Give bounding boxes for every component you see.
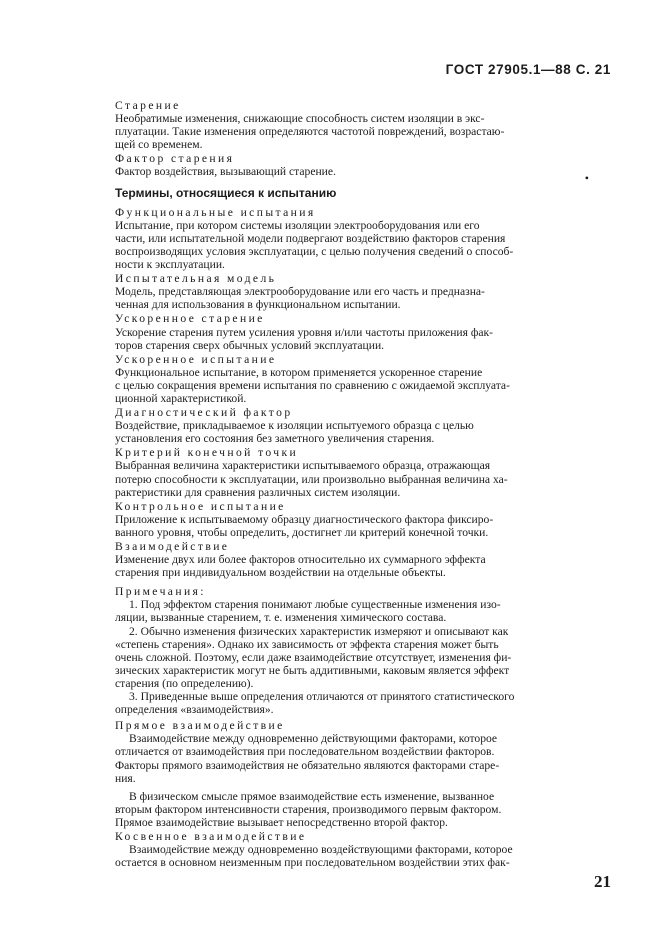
term-definition: Воздействие, прикладываемое к изоляции испытуемого образца с целью установления его состояния без заметного увеличения старения.	[115, 419, 474, 446]
term-title: Функциональные испытания	[115, 205, 316, 219]
entry-accelerated-aging	[115, 312, 612, 351]
note-item: 3. Приведенные выше определения отличаются от принятого статистического определения «взаимодействия».	[115, 690, 515, 717]
term-title: Взаимодействие	[115, 540, 230, 553]
term-title: Фактор старения	[115, 152, 235, 166]
term-definition: Взаимодействие между одновременно воздействующими факторами, которое остается в основном неизменным при последовательном воздействии этих фак-	[115, 843, 513, 870]
entry-direct-interaction	[115, 719, 612, 829]
term-definition: Фактор воздействия, вызывающий старение.	[115, 165, 336, 179]
entry-interaction	[115, 540, 612, 579]
term-title: Ускоренное старение	[115, 312, 265, 326]
page-content	[115, 98, 612, 869]
term-definition: Взаимодействие между одновременно действующими факторами, которое отличается от взаимодействия при последовательном воздействии факторов. Факторы прямого взаимодействия не обязательно являются факторами старе- ния.	[115, 732, 500, 785]
term-title: Контрольное испытание	[115, 499, 286, 513]
term-definition: Ускорение старения путем усиления уровня и/или частоты приложения фак- торов старения сверх обычных условий эксплуатации.	[115, 325, 493, 352]
notes-list	[115, 598, 612, 716]
entry-endpoint-criterion	[115, 446, 612, 498]
entry-accelerated-test	[115, 353, 612, 405]
entry-aging-factor	[115, 152, 612, 178]
entry-aging	[115, 99, 612, 151]
entry-diagnostic-factor	[115, 406, 612, 445]
notes-title: Примечания:	[115, 585, 206, 599]
term-definition: Модель, представляющая электрооборудование или его часть и предназна- ченная для использования в функциональном испытании.	[115, 285, 485, 312]
note-item: 1. Под эффектом старения понимают любые существенные изменения изо- ляции, вызванные старением, т. е. изменения химического состава.	[115, 598, 501, 625]
margin-mark: •	[584, 171, 589, 185]
term-definition: В физическом смысле прямое взаимодействие есть изменение, вызванное вторым фактором интенсивности старения, производимого первым фактором. Прямое взаимодействие вызывает непосредственно второй фактор.	[115, 789, 502, 829]
term-title: Диагностический фактор	[115, 406, 293, 420]
term-definition: Выбранная величина характеристики испытываемого образца, отражающая потерю способности к эксплуатации, или произвольно выбранная величина ха- рактеристики для сравнения различных систем изоляции.	[115, 459, 508, 499]
term-definition: Испытание, при котором системы изоляции электрооборудования или его части, или испытательной модели подвергают воздействию факторов старения воспроизводящих условия эксплуатации, с целью получения сведений о способ- ности к эксплуатации.	[115, 218, 514, 272]
term-title: Прямое взаимодействие	[115, 719, 285, 733]
term-title: Испытательная модель	[115, 272, 277, 286]
term-definition: Приложение к испытываемому образцу диагностического фактора фиксиро- ванного уровня, чтобы определить, достигнет ли критерий конечной точки.	[115, 512, 494, 539]
term-title: Косвенное взаимодействие	[115, 829, 307, 843]
section-title: Термины, относящиеся к испытанию	[115, 185, 337, 200]
entry-control-test	[115, 500, 612, 539]
page-number: 21	[594, 872, 611, 891]
entry-test-model	[115, 272, 612, 311]
term-title: Ускоренное испытание	[115, 352, 277, 366]
entry-indirect-interaction	[115, 830, 612, 869]
note-item: 2. Обычно изменения физических характеристик измеряют и описывают как «степень старения». Однако их зависимость от эффекта старения может быть очень сложной. Поэтому, если даже взаимодействие отсутствует, изменения фи- зических характеристик могут не быть аддитивными, каковым является эффект старения (по определению).	[115, 624, 512, 690]
page-header: ГОСТ 27905.1—88 С. 21	[445, 62, 611, 77]
term-title: Критерий конечной точки	[115, 446, 299, 460]
entry-functional-tests	[115, 206, 612, 271]
term-definition: Функциональное испытание, в котором применяется ускоренное старение с целью сокращения времени испытания по сравнению с ожидаемой эксплуата- ционной характеристикой.	[115, 365, 510, 405]
term-title: Старение	[115, 99, 181, 112]
term-definition: Изменение двух или более факторов относительно их суммарного эффекта старения при индивидуальном воздействии на отдельные объекты.	[115, 553, 486, 580]
term-definition: Необратимые изменения, снижающие способность систем изоляции в экс- плуатации. Такие изменения определяются частотой повреждений, возрастаю- щей со временем.	[115, 112, 505, 152]
